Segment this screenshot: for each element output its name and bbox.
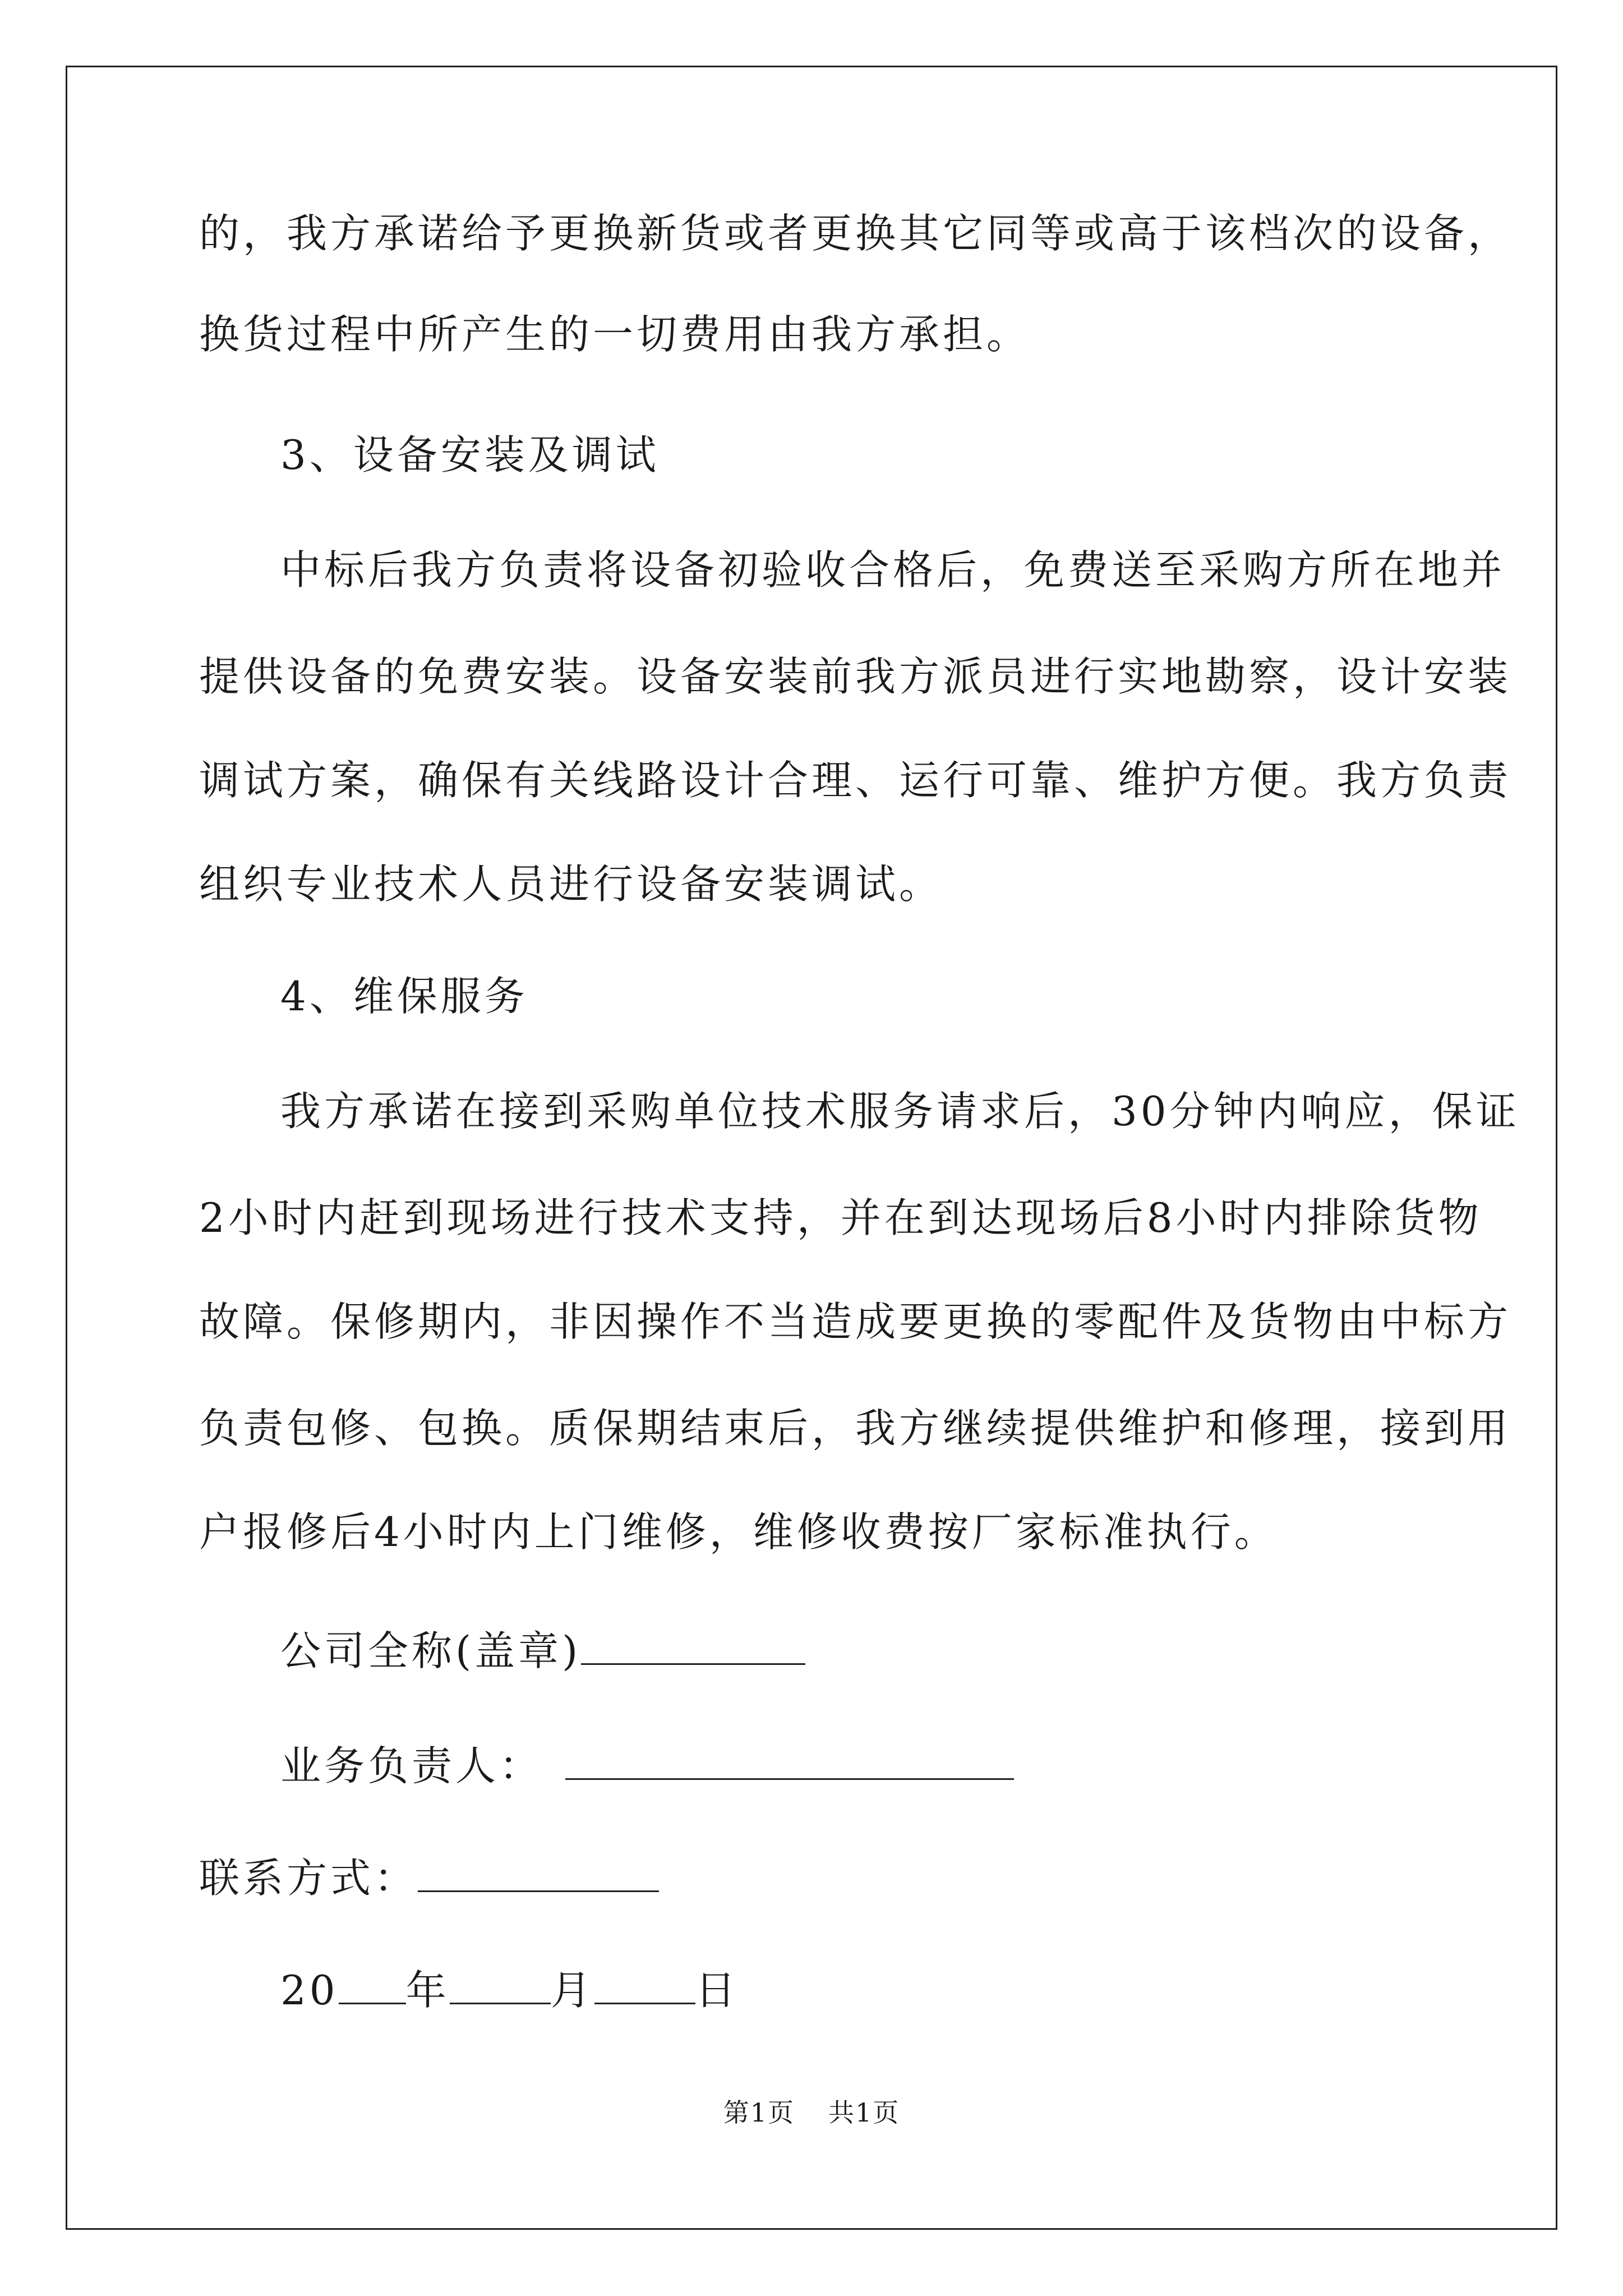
contact-label: 联系方式：	[199, 1855, 418, 1902]
page-border	[66, 66, 1557, 2230]
paragraph-line: 组织专业技术人员进行设备安装调试。	[199, 861, 943, 908]
paragraph-line: 故障。保修期内，非因操作不当造成要更换的零配件及货物由中标方	[199, 1298, 1512, 1345]
contact-blank	[418, 1857, 659, 1892]
month-blank	[450, 1969, 551, 2004]
page-total: 共1页	[828, 2097, 900, 2128]
section-heading: 3、设备安装及调试	[280, 431, 660, 478]
day-label: 日	[695, 1967, 739, 2014]
page-footer	[0, 2092, 1623, 2129]
company-name-blank	[581, 1630, 805, 1665]
paragraph-line: 的，我方承诺给予更换新货或者更换其它同等或高于该档次的设备，	[199, 210, 1512, 257]
manager-field	[280, 1742, 1014, 1789]
day-blank	[594, 1969, 695, 2004]
paragraph-line: 户报修后4小时内上门维修，维修收费按厂家标准执行。	[199, 1508, 1278, 1556]
year-blank	[339, 1969, 406, 2004]
company-name-field	[280, 1627, 805, 1674]
year-label: 年	[405, 1967, 450, 2014]
company-name-label: 公司全称(盖章)	[280, 1627, 582, 1674]
section-heading: 4、维保服务	[280, 973, 528, 1020]
paragraph-line: 我方承诺在接到采购单位技术服务请求后，30分钟内响应，保证	[280, 1088, 1520, 1135]
paragraph-line: 提供设备的免费安装。设备安装前我方派员进行实地勘察，设计安装	[199, 653, 1512, 700]
paragraph-line: 调试方案，确保有关线路设计合理、运行可靠、维护方便。我方负责	[199, 757, 1512, 804]
month-label: 月	[550, 1967, 594, 2014]
page-number: 第1页	[723, 2097, 795, 2128]
paragraph-line: 换货过程中所产生的一切费用由我方承担。	[199, 311, 1031, 358]
contact-field	[199, 1855, 659, 1902]
paragraph-line: 2小时内赶到现场进行技术支持，并在到达现场后8小时内排除货物	[199, 1194, 1482, 1241]
paragraph-line: 中标后我方负责将设备初验收合格后，免费送至采购方所在地并	[280, 546, 1506, 593]
date-prefix: 20	[280, 1967, 339, 2014]
manager-blank	[565, 1745, 1014, 1780]
paragraph-line: 负责包修、包换。质保期结束后，我方继续提供维护和修理，接到用	[199, 1405, 1512, 1452]
date-field	[280, 1967, 739, 2014]
manager-label: 业务负责人：	[280, 1742, 543, 1789]
